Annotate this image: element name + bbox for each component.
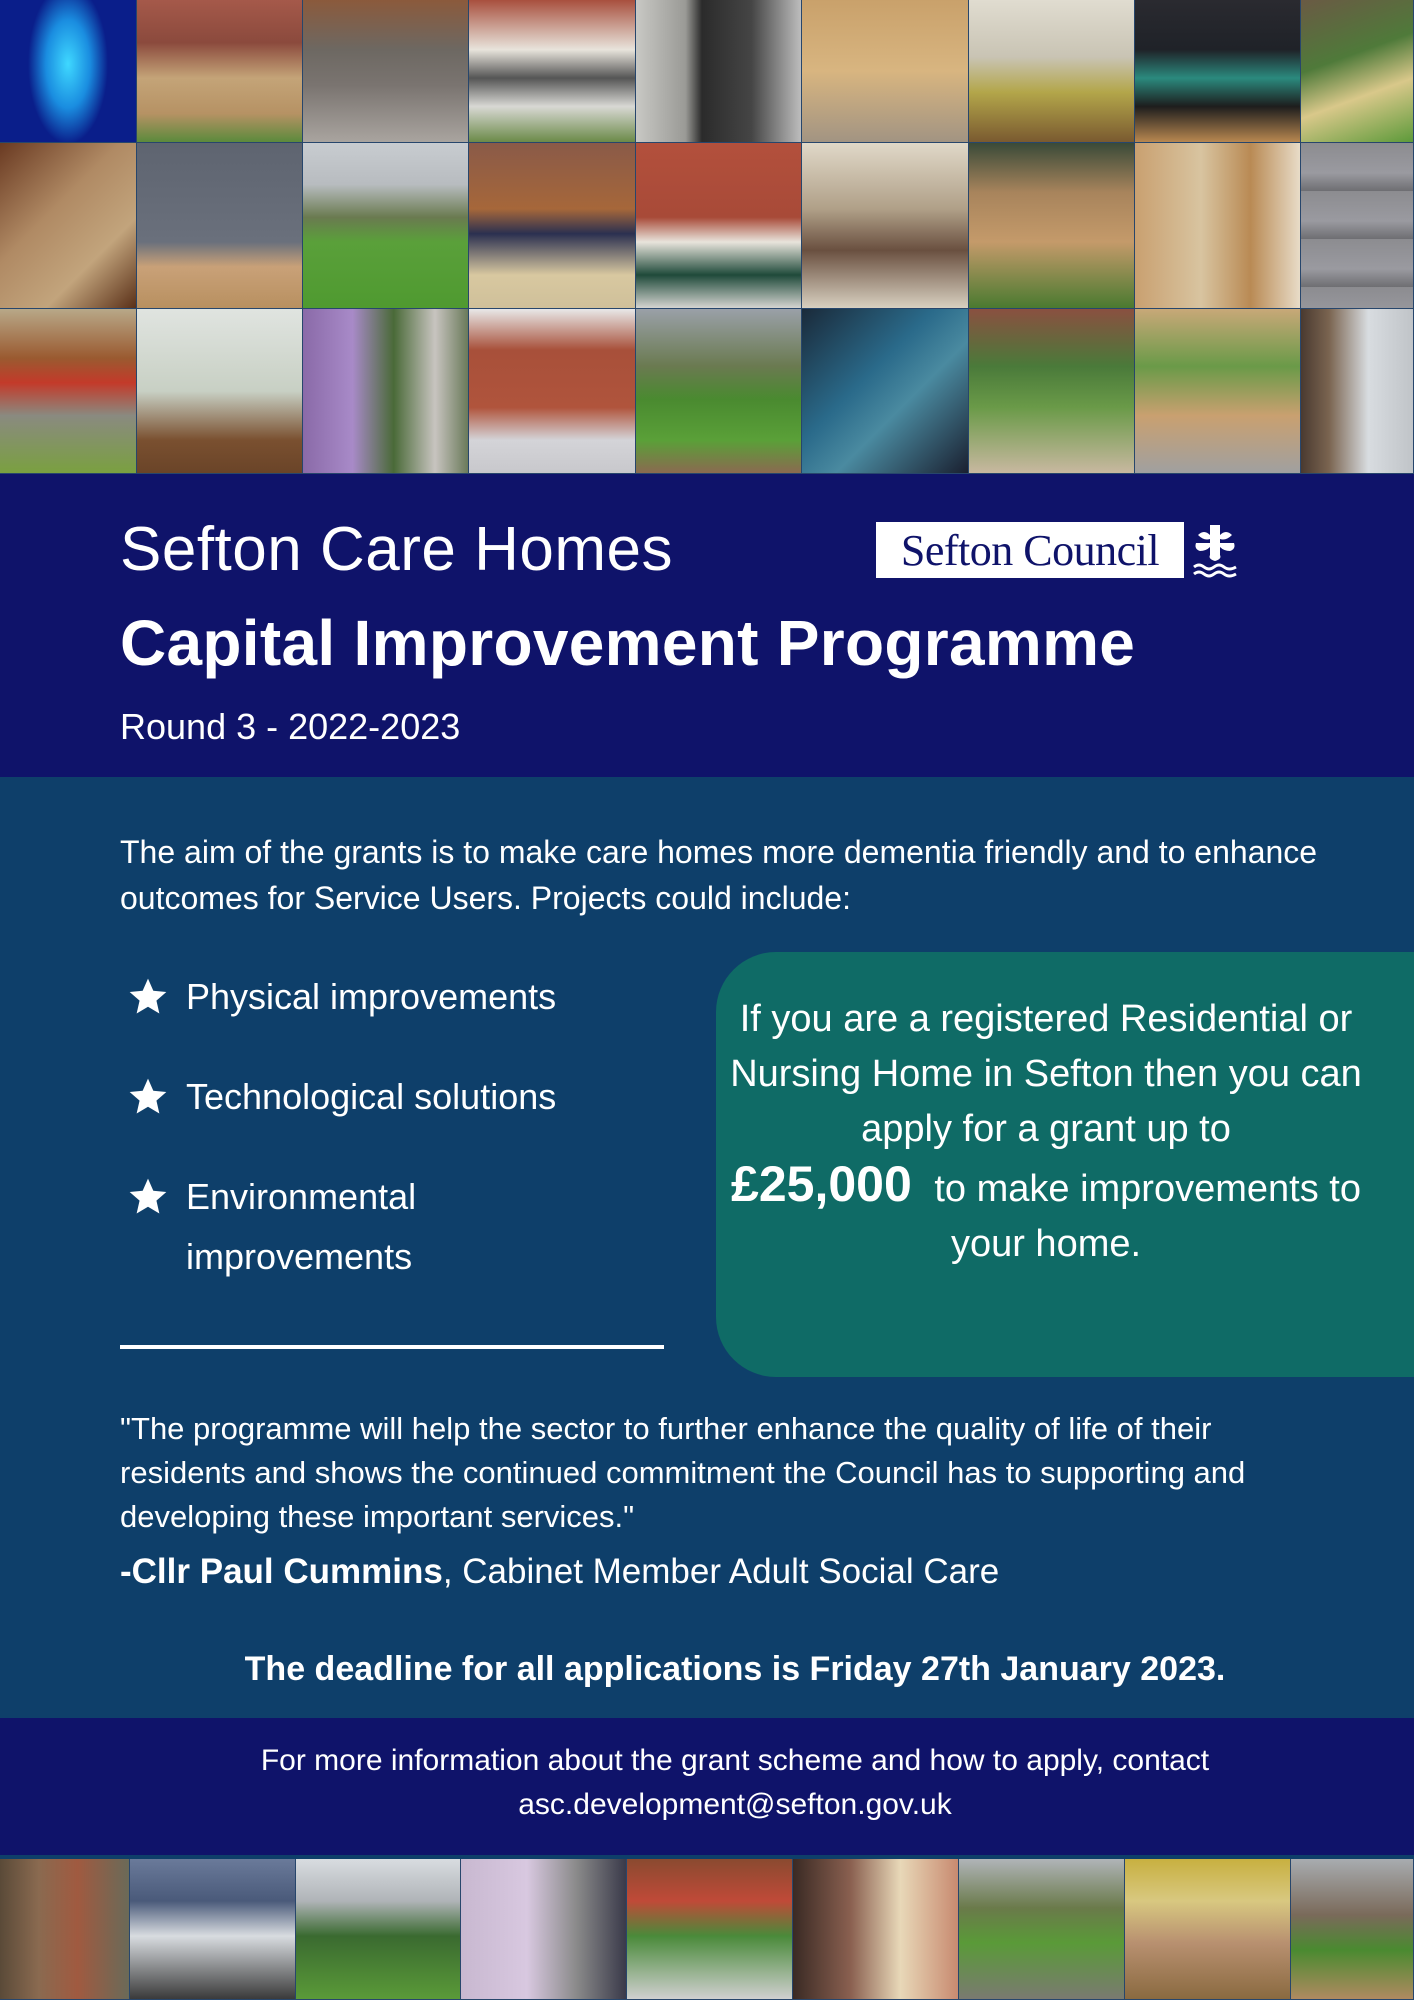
photo-garden-path: [1301, 0, 1414, 143]
photo-garden-tree: [959, 1859, 1125, 2000]
deadline-text: The deadline for all applications is Friday 27th January 2023.: [244, 1650, 1226, 1688]
feature-label: Physical improvements: [186, 976, 557, 1017]
feature-item: [126, 967, 606, 1027]
star-icon: [126, 1175, 170, 1219]
photo-tablet-game: [802, 309, 969, 474]
photo-gazebo-birdbath: [0, 309, 137, 474]
photo-resident-portrait: [793, 1859, 959, 2000]
quote-attribution: [120, 1552, 999, 1592]
photo-curtains: [1301, 309, 1414, 474]
photo-garden-fence: [1291, 1859, 1414, 2000]
photo-mural-chairs: [636, 143, 802, 309]
photo-shuffleboard: [1125, 1859, 1291, 2000]
photo-dining: [969, 0, 1135, 143]
sefton-crest-icon: [1192, 521, 1238, 579]
page-title: Capital Improvement Programme: [120, 607, 1136, 679]
photo-planter: [969, 143, 1135, 309]
attribution-name: -Cllr Paul Cummins: [120, 1552, 443, 1591]
photo-lounge-chair: [303, 0, 469, 143]
photo-arbour: [802, 0, 969, 143]
quote-text: "The programme will help the sector to further enhance the quality of life of their residents and shows the continued commitment the Council has to supporting and developing these important services.": [120, 1411, 1246, 1534]
feature-item: [126, 1167, 606, 1287]
photo-touch-table: [1135, 0, 1301, 143]
photo-covered-seating: [469, 309, 636, 474]
photo-striped-lawn: [636, 309, 802, 474]
photo-trellis-planter: [1135, 309, 1301, 474]
photo-staircase: [0, 143, 137, 309]
photo-conservatory: [469, 0, 636, 143]
logo-text: Sefton Council: [900, 525, 1160, 575]
contact-info-text: For more information about the grant scheme and how to apply, contact: [260, 1744, 1210, 1777]
photo-swing: [469, 143, 636, 309]
subtitle: Round 3 - 2022-2023: [120, 706, 461, 747]
feature-label: Environmental improvements: [186, 1176, 417, 1277]
grant-callout: [716, 952, 1414, 1377]
photo-dining-room: [802, 143, 969, 309]
star-icon: [126, 975, 170, 1019]
intro-text: The aim of the grants is to make care homes more dementia friendly and to enhance outcomes for Service Users. Projects could include:: [120, 834, 1318, 916]
star-icon: [126, 1075, 170, 1119]
contact-email-link[interactable]: asc.development@sefton.gov.uk: [518, 1788, 952, 1821]
feature-list: [126, 967, 606, 1327]
photo-flower-beds: [969, 309, 1135, 474]
photo-wisteria: [303, 309, 469, 474]
title-line-1: Sefton Care Homes: [120, 515, 673, 584]
bottom-photo-strip: [0, 1859, 1414, 2000]
photo-stairs: [636, 0, 802, 143]
feature-item: [126, 1067, 606, 1127]
photo-residents-hallway: [461, 1859, 627, 2000]
contact-footer: [0, 1718, 1414, 1855]
callout-text: [716, 992, 1376, 1272]
photo-sensory-wall: [0, 0, 137, 143]
logo-wordmark: [876, 522, 1184, 578]
photo-hanging-basket: [627, 1859, 793, 2000]
grant-amount: £25,000: [731, 1156, 912, 1212]
callout-text-after: to make improvements to your home.: [934, 1168, 1361, 1265]
attribution-role: , Cabinet Member Adult Social Care: [442, 1552, 1000, 1591]
photo-garden-trees: [0, 1859, 130, 2000]
top-photo-grid: [0, 0, 1414, 474]
photo-decking: [137, 0, 303, 143]
photo-lawn-goal: [296, 1859, 461, 2000]
sefton-council-logo: [876, 521, 1238, 579]
feature-label: Technological solutions: [186, 1076, 557, 1117]
header-banner: [0, 474, 1414, 777]
callout-text-before: If you are a registered Residential or Nursing Home in Sefton then you can apply for a grant up to: [730, 998, 1362, 1150]
photo-bedroom: [1135, 143, 1301, 309]
main-content: [0, 777, 1414, 1718]
photo-lawn-gazebo: [303, 143, 469, 309]
divider: [120, 1345, 664, 1349]
photo-patio-parasol: [130, 1859, 296, 2000]
photo-blind: [1301, 143, 1414, 309]
photo-butterflies: [137, 143, 303, 309]
photo-corridor: [137, 309, 303, 474]
